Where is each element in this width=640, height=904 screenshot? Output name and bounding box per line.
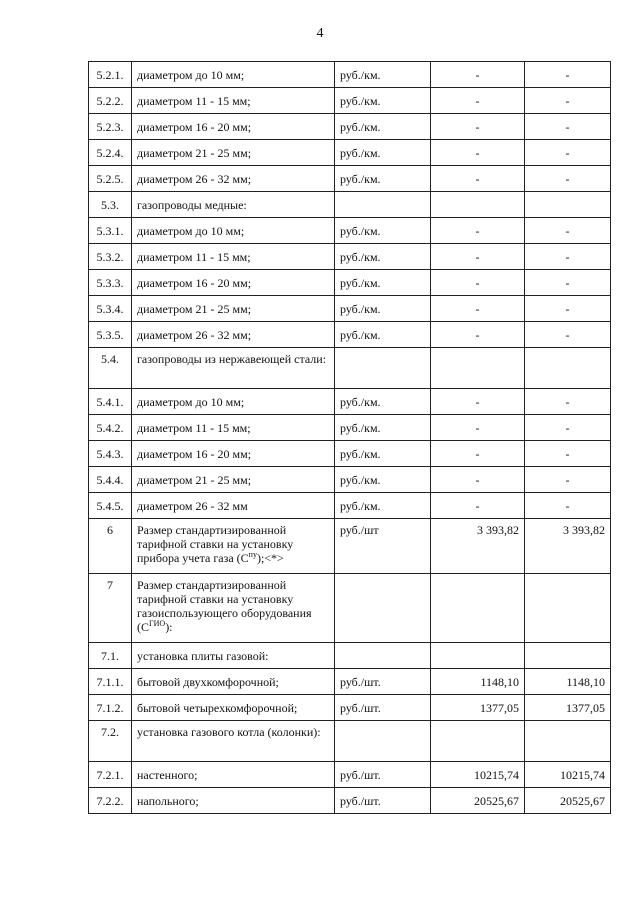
row-unit: руб./км. bbox=[335, 218, 431, 244]
row-number: 7.1.1. bbox=[89, 669, 132, 695]
row-name: диаметром 11 - 15 мм; bbox=[132, 88, 335, 114]
row-value-1: - bbox=[431, 415, 525, 441]
row-value-1: 10215,74 bbox=[431, 762, 525, 788]
row-value-1: - bbox=[431, 244, 525, 270]
row-value-1: - bbox=[431, 441, 525, 467]
row-name: диаметром до 10 мм; bbox=[132, 389, 335, 415]
row-name: диаметром 21 - 25 мм; bbox=[132, 140, 335, 166]
row-unit: руб./км. bbox=[335, 244, 431, 270]
row-number: 5.3.1. bbox=[89, 218, 132, 244]
table-row bbox=[89, 166, 611, 192]
row-unit bbox=[335, 574, 431, 643]
row-value-2: - bbox=[525, 166, 611, 192]
table-row bbox=[89, 695, 611, 721]
table-row bbox=[89, 88, 611, 114]
table-row bbox=[89, 441, 611, 467]
row-value-2: 10215,74 bbox=[525, 762, 611, 788]
row-value-2: - bbox=[525, 244, 611, 270]
row-value-1: - bbox=[431, 493, 525, 519]
row-number: 7 bbox=[89, 574, 132, 643]
row-unit: руб./км. bbox=[335, 389, 431, 415]
row-value-2: - bbox=[525, 114, 611, 140]
row-value-2 bbox=[525, 348, 611, 389]
table-row bbox=[89, 467, 611, 493]
row-unit bbox=[335, 721, 431, 762]
row-name-text: Размер стандартизированной тарифной ставки на установку прибора учета газа (С bbox=[137, 523, 294, 565]
table-row bbox=[89, 140, 611, 166]
row-number: 5.3.5. bbox=[89, 322, 132, 348]
row-value-1: - bbox=[431, 62, 525, 88]
row-name: диаметром до 10 мм; bbox=[132, 62, 335, 88]
row-name-text: Размер стандартизированной тарифной ставки на установку газоиспользующего оборудования (С bbox=[137, 578, 312, 634]
row-value-2 bbox=[525, 721, 611, 762]
row-number: 5.3. bbox=[89, 192, 132, 218]
row-value-1: - bbox=[431, 140, 525, 166]
table-row bbox=[89, 721, 611, 762]
row-number: 5.4.3. bbox=[89, 441, 132, 467]
row-name: диаметром 26 - 32 мм; bbox=[132, 322, 335, 348]
row-value-2: - bbox=[525, 88, 611, 114]
row-value-1: - bbox=[431, 114, 525, 140]
row-number: 5.2.4. bbox=[89, 140, 132, 166]
row-value-2: - bbox=[525, 389, 611, 415]
row-name: бытовой двухкомфорочной; bbox=[132, 669, 335, 695]
row-number: 7.2.2. bbox=[89, 788, 132, 814]
row-unit: руб./км. bbox=[335, 140, 431, 166]
row-unit: руб./шт. bbox=[335, 788, 431, 814]
table-row bbox=[89, 788, 611, 814]
row-value-1: 3 393,82 bbox=[431, 519, 525, 574]
row-value-2: 20525,67 bbox=[525, 788, 611, 814]
row-value-1: - bbox=[431, 467, 525, 493]
row-value-2: - bbox=[525, 296, 611, 322]
table-row bbox=[89, 574, 611, 643]
row-number: 5.4.5. bbox=[89, 493, 132, 519]
table-row bbox=[89, 62, 611, 88]
row-name: напольного; bbox=[132, 788, 335, 814]
row-value-2 bbox=[525, 574, 611, 643]
row-value-2: - bbox=[525, 493, 611, 519]
row-number: 7.1. bbox=[89, 643, 132, 669]
row-name: диаметром 16 - 20 мм; bbox=[132, 270, 335, 296]
row-value-2: - bbox=[525, 62, 611, 88]
row-number: 5.4.1. bbox=[89, 389, 132, 415]
row-unit: руб./шт. bbox=[335, 762, 431, 788]
row-value-2 bbox=[525, 192, 611, 218]
row-unit: руб./шт. bbox=[335, 669, 431, 695]
row-unit: руб./км. bbox=[335, 114, 431, 140]
row-name: бытовой четырехкомфорочной; bbox=[132, 695, 335, 721]
row-value-2: 1148,10 bbox=[525, 669, 611, 695]
row-name: диаметром 11 - 15 мм; bbox=[132, 415, 335, 441]
row-value-2: - bbox=[525, 270, 611, 296]
row-unit bbox=[335, 348, 431, 389]
row-value-2: - bbox=[525, 415, 611, 441]
row-unit: руб./км. bbox=[335, 467, 431, 493]
row-number: 5.2.2. bbox=[89, 88, 132, 114]
table-row bbox=[89, 218, 611, 244]
table-row bbox=[89, 244, 611, 270]
row-name-suffix: );<*> bbox=[256, 551, 284, 565]
row-number: 5.4.2. bbox=[89, 415, 132, 441]
row-value-1: - bbox=[431, 389, 525, 415]
table-row bbox=[89, 762, 611, 788]
row-name-superscript: ГИО bbox=[149, 619, 166, 628]
row-value-2: - bbox=[525, 322, 611, 348]
row-unit: руб./км. bbox=[335, 88, 431, 114]
table-row bbox=[89, 114, 611, 140]
table-row bbox=[89, 296, 611, 322]
row-value-1: - bbox=[431, 322, 525, 348]
row-name: диаметром 16 - 20 мм; bbox=[132, 441, 335, 467]
row-name: диаметром 21 - 25 мм; bbox=[132, 467, 335, 493]
row-value-2: - bbox=[525, 441, 611, 467]
row-value-2: 3 393,82 bbox=[525, 519, 611, 574]
row-name: газопроводы из нержавеющей стали: bbox=[132, 348, 335, 389]
row-value-1: 1377,05 bbox=[431, 695, 525, 721]
table-row bbox=[89, 415, 611, 441]
row-name: установка плиты газовой: bbox=[132, 643, 335, 669]
row-value-2: 1377,05 bbox=[525, 695, 611, 721]
table-row bbox=[89, 519, 611, 574]
row-unit: руб./км. bbox=[335, 322, 431, 348]
row-number: 5.3.3. bbox=[89, 270, 132, 296]
row-unit: руб./км. bbox=[335, 415, 431, 441]
row-number: 7.1.2. bbox=[89, 695, 132, 721]
table-row bbox=[89, 322, 611, 348]
row-name bbox=[132, 574, 335, 643]
row-number: 5.2.1. bbox=[89, 62, 132, 88]
row-unit: руб./шт. bbox=[335, 695, 431, 721]
table-row bbox=[89, 270, 611, 296]
row-value-1: 20525,67 bbox=[431, 788, 525, 814]
row-value-1: - bbox=[431, 88, 525, 114]
row-value-2 bbox=[525, 643, 611, 669]
row-name: газопроводы медные: bbox=[132, 192, 335, 218]
row-unit bbox=[335, 643, 431, 669]
row-value-1 bbox=[431, 721, 525, 762]
table-row bbox=[89, 669, 611, 695]
row-value-1: - bbox=[431, 166, 525, 192]
row-number: 5.3.2. bbox=[89, 244, 132, 270]
row-number: 6 bbox=[89, 519, 132, 574]
row-number: 7.2. bbox=[89, 721, 132, 762]
row-value-2: - bbox=[525, 140, 611, 166]
row-value-1: - bbox=[431, 270, 525, 296]
row-unit: руб./км. bbox=[335, 441, 431, 467]
row-value-1: - bbox=[431, 296, 525, 322]
row-number: 5.2.3. bbox=[89, 114, 132, 140]
row-unit: руб./км. bbox=[335, 62, 431, 88]
row-value-1 bbox=[431, 643, 525, 669]
table-row bbox=[89, 643, 611, 669]
row-unit: руб./км. bbox=[335, 296, 431, 322]
row-value-1 bbox=[431, 192, 525, 218]
table-row bbox=[89, 493, 611, 519]
row-name-superscript: пу bbox=[248, 550, 257, 559]
row-unit: руб./шт bbox=[335, 519, 431, 574]
row-name-suffix: ): bbox=[165, 620, 173, 634]
row-number: 5.4.4. bbox=[89, 467, 132, 493]
row-value-1 bbox=[431, 574, 525, 643]
row-name bbox=[132, 519, 335, 574]
row-value-2: - bbox=[525, 467, 611, 493]
row-unit: руб./км. bbox=[335, 493, 431, 519]
page-number: 4 bbox=[316, 26, 324, 41]
tariff-table bbox=[88, 61, 611, 814]
row-unit bbox=[335, 192, 431, 218]
row-name: настенного; bbox=[132, 762, 335, 788]
row-name: диаметром 11 - 15 мм; bbox=[132, 244, 335, 270]
row-value-2: - bbox=[525, 218, 611, 244]
row-name: установка газового котла (колонки): bbox=[132, 721, 335, 762]
row-value-1: 1148,10 bbox=[431, 669, 525, 695]
row-name: диаметром 26 - 32 мм; bbox=[132, 166, 335, 192]
row-unit: руб./км. bbox=[335, 166, 431, 192]
row-name: диаметром 16 - 20 мм; bbox=[132, 114, 335, 140]
table-row bbox=[89, 389, 611, 415]
row-number: 5.3.4. bbox=[89, 296, 132, 322]
table-row bbox=[89, 192, 611, 218]
row-name: диаметром 26 - 32 мм bbox=[132, 493, 335, 519]
row-number: 7.2.1. bbox=[89, 762, 132, 788]
row-number: 5.2.5. bbox=[89, 166, 132, 192]
row-name: диаметром до 10 мм; bbox=[132, 218, 335, 244]
row-unit: руб./км. bbox=[335, 270, 431, 296]
row-number: 5.4. bbox=[89, 348, 132, 389]
row-name: диаметром 21 - 25 мм; bbox=[132, 296, 335, 322]
row-value-1: - bbox=[431, 218, 525, 244]
table-row bbox=[89, 348, 611, 389]
row-value-1 bbox=[431, 348, 525, 389]
